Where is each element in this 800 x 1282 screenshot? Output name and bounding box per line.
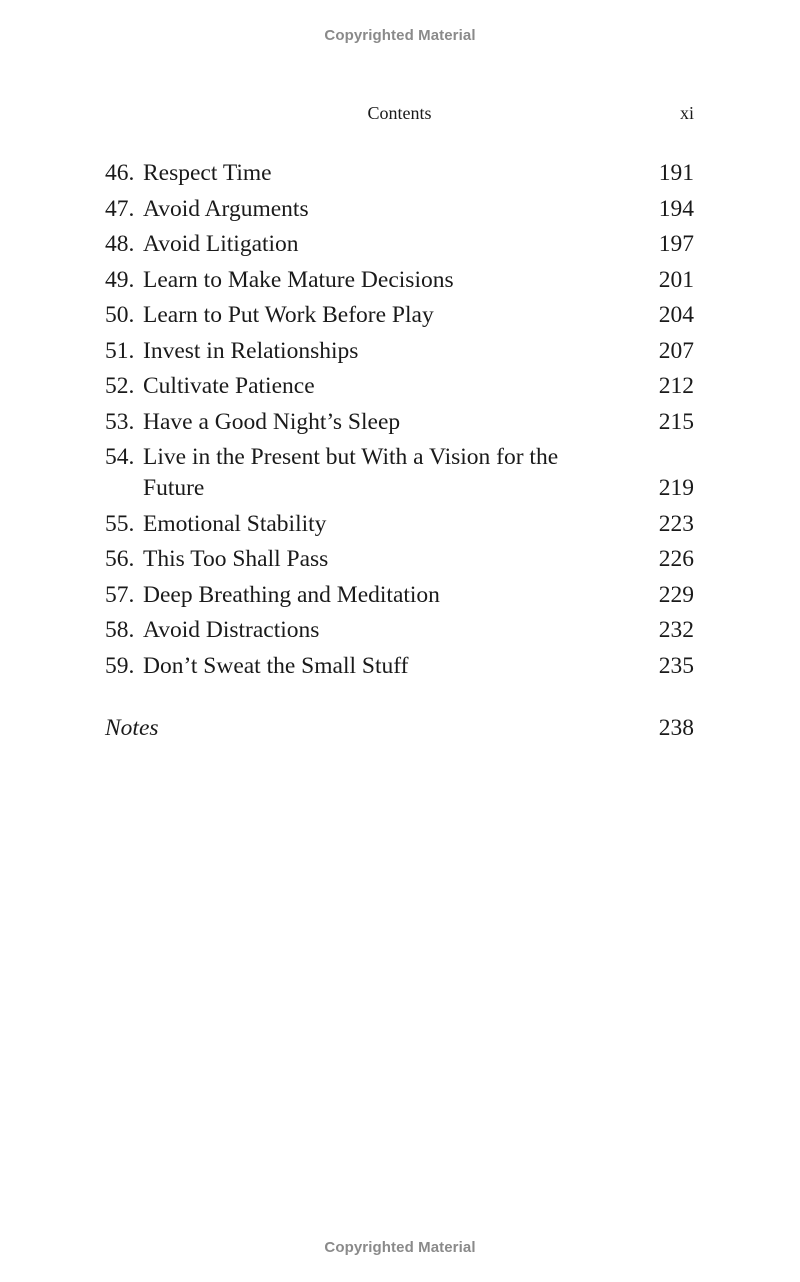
page-number: 201: [658, 266, 694, 293]
toc-entry: [105, 263, 694, 299]
chapter-title: Don’t Sweat the Small Stuff: [143, 652, 409, 679]
chapter-title: Avoid Litigation: [143, 231, 299, 257]
toc-entry: [105, 507, 694, 543]
toc-entry: [105, 578, 694, 614]
page-folio: xi: [679, 103, 694, 123]
toc-entry: [105, 192, 694, 228]
toc-entry: [105, 298, 694, 334]
toc-entry: [105, 334, 694, 370]
page-number: 204: [658, 302, 694, 328]
page-number: 219: [658, 475, 694, 501]
chapter-title: Deep Breathing and Meditation: [143, 581, 440, 608]
chapter-number: 53.: [105, 408, 135, 435]
chapter-number: 50.: [105, 302, 135, 328]
chapter-number: 55.: [105, 510, 135, 537]
chapter-title: Avoid Arguments: [143, 195, 309, 222]
page-number: 223: [658, 510, 694, 537]
chapter-number: 57.: [105, 581, 135, 608]
chapter-title: Cultivate Patience: [143, 373, 315, 399]
page-number: 197: [658, 231, 694, 257]
chapter-title: Learn to Put Work Before Play: [143, 302, 434, 328]
toc-entry: [105, 649, 694, 685]
chapter-number: 51.: [105, 337, 135, 364]
chapter-title: Live in the Present but With a Vision for the Future: [143, 444, 559, 501]
chapter-title: Have a Good Night’s Sleep: [143, 408, 401, 435]
toc-entry: [105, 156, 694, 192]
running-head: [105, 103, 694, 127]
chapter-title: Emotional Stability: [143, 510, 327, 537]
chapter-title: Invest in Relationships: [143, 337, 359, 364]
page-number: 194: [658, 195, 694, 222]
page-number: 238: [658, 715, 694, 741]
page-number: 207: [658, 337, 694, 364]
page-number: 235: [658, 652, 694, 679]
chapter-number: 58.: [105, 617, 135, 643]
toc-entry-notes: [105, 711, 694, 747]
chapter-number: 46.: [105, 160, 135, 186]
chapter-number: 52.: [105, 373, 135, 399]
toc-entry: [105, 542, 694, 578]
toc-entry: [105, 227, 694, 263]
page-number: 226: [658, 546, 694, 572]
page-number: 229: [658, 581, 694, 608]
toc-entry: [105, 613, 694, 649]
page-number: 215: [658, 408, 694, 435]
copyright-watermark-bottom: Copyrighted Material: [324, 1239, 476, 1256]
page-number: 212: [658, 373, 694, 399]
page-number: 232: [658, 617, 694, 643]
chapter-title: Learn to Make Mature Decisions: [143, 266, 454, 293]
copyright-watermark-top: Copyrighted Material: [324, 27, 476, 44]
chapter-number: 48.: [105, 231, 135, 257]
chapter-title: Respect Time: [143, 160, 272, 186]
toc-entry: [105, 440, 694, 507]
chapter-number: 56.: [105, 546, 135, 572]
toc-entry: [105, 369, 694, 405]
chapter-number: 54.: [105, 444, 135, 470]
notes-title: Notes: [105, 715, 159, 741]
chapter-title: This Too Shall Pass: [143, 546, 329, 572]
page-number: 191: [658, 160, 694, 186]
toc-entry: [105, 405, 694, 441]
table-of-contents: [105, 156, 694, 747]
chapter-number: 49.: [105, 266, 135, 293]
chapter-number: 47.: [105, 195, 135, 222]
chapter-number: 59.: [105, 652, 135, 679]
chapter-title: Avoid Distractions: [143, 617, 320, 643]
running-head-title: Contents: [367, 103, 432, 123]
